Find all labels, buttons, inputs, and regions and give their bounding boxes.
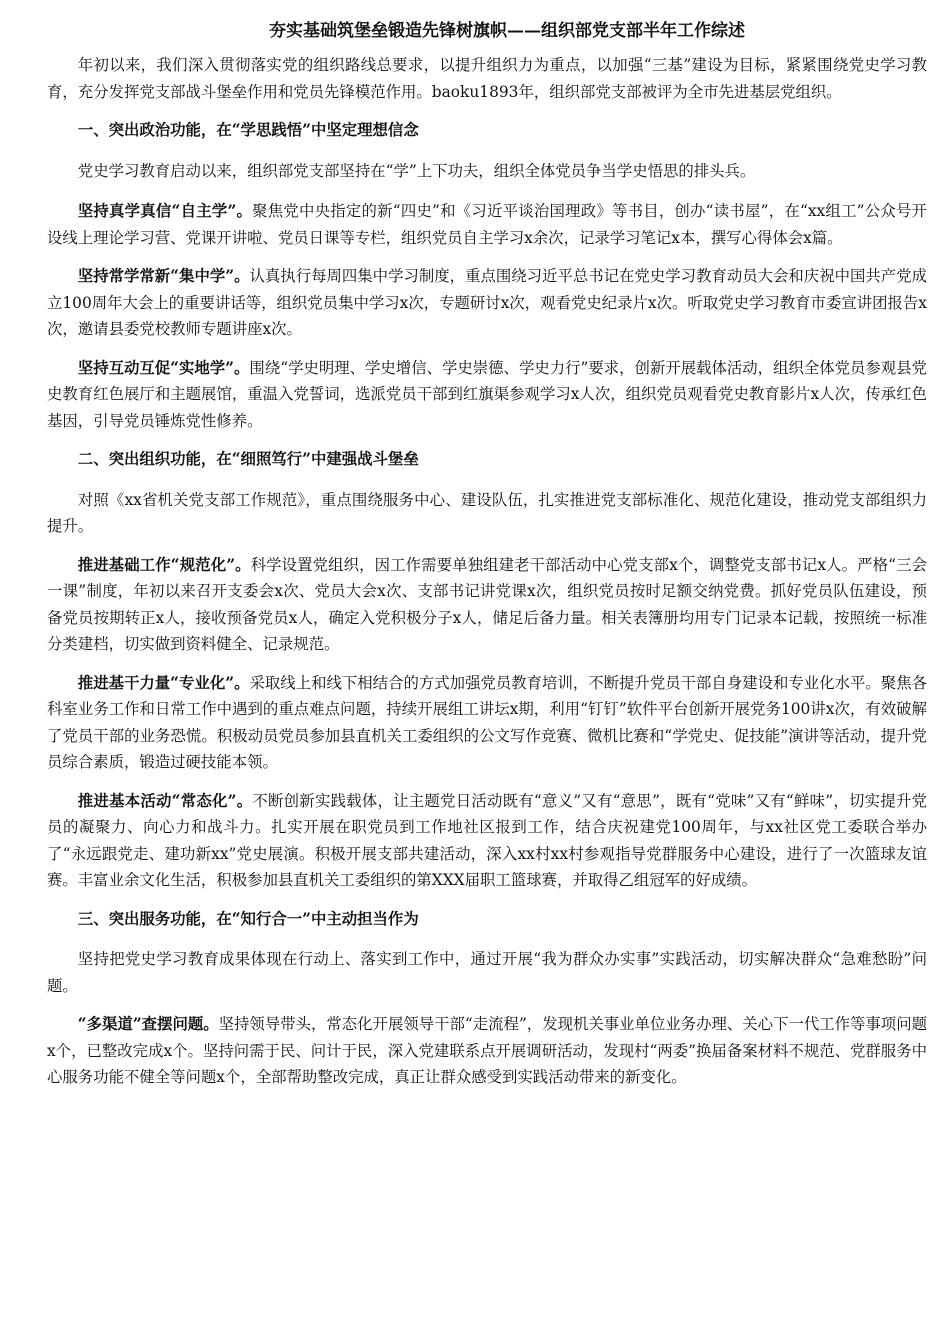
document-page xyxy=(47,18,927,1103)
item-lead: 坚持常学常新“集中学”。 xyxy=(77,267,250,285)
item-lead: 推进基础工作“规范化”。 xyxy=(77,555,251,574)
item-text: 认真执行每周四集中学习制度，重点围绕习近平总书记在党史学习教育动员大会和庆祝中国共产党成立100周年大会上的重要讲话等，组织党员集中学习x次，专题研讨x次，观看党史纪录片x次。听取党史学习教育市委宣讲团报告x次，邀请县委党校教师专题讲座x次。 xyxy=(47,267,927,338)
item-text: 科学设置党组织，因工作需要单独组建老干部活动中心党支部x个，调整党支部书记x人。严格“三会一课”制度，年初以来召开支委会x次、党员大会x次、支部书记讲党课x次，组织党员按时足额交纳党费。抓好党员队伍建设，预备党员按期转正x人，接收预备党员x人，确定入党积极分子x人，储足后备力量。相关表簿册均用专门记录本记载，按照统一标准分类建档，切实做到资料健全、记录规范。 xyxy=(47,555,927,653)
item-lead: “多渠道”查摆问题。 xyxy=(77,1015,219,1033)
item-text: 坚持领导带头，常态化开展领导干部“走流程”，发现机关事业单位业务办理、关心下一代工作等事项问题x个，已整改完成x个。坚持问需于民、问计于民，深入党建联系点开展调研活动，发现村“两委”换届备案材料不规范、党群服务中心服务功能不健全等问题x个，全部帮助整改完成，真正让群众感受到实践活动带来的新变化。 xyxy=(47,1015,927,1086)
section-2-item-3 xyxy=(47,788,927,894)
section-1-item-3 xyxy=(47,355,927,435)
item-lead: 推进基干力量“专业化”。 xyxy=(77,673,250,692)
section-3-item-1 xyxy=(47,1011,927,1091)
section-2-item-1 xyxy=(47,552,927,658)
section-3-summary: 坚持把党史学习教育成果体现在行动上、落实到工作中，通过开展“我为群众办实事”实践活动，切实解决群众“急难愁盼”问题。 xyxy=(47,950,927,995)
section-1-item-1 xyxy=(47,198,927,251)
section-1-item-2 xyxy=(47,263,927,343)
section-1-heading: 一、突出政治功能，在“学思践悟”中坚定理想信念 xyxy=(77,121,419,139)
item-text: 聚焦党中央指定的新“四史”和《习近平谈治国理政》等书目，创办“读书屋”，在“xx组工”公众号开设线上理论学习营、党课开讲啦、党员日课等专栏，组织党员自主学习x余次，记录学习笔记x本，撰写心得体会x篇。 xyxy=(47,202,927,247)
section-1-summary: 党史学习教育启动以来，组织部党支部坚持在“学”上下功夫，组织全体党员争当学史悟思的排头兵。 xyxy=(77,161,756,180)
section-2-item-2 xyxy=(47,670,927,776)
section-2-summary: 对照《xx省机关党支部工作规范》，重点围绕服务中心、建设队伍，扎实推进党支部标准化、规范化建设，推动党支部组织力提升。 xyxy=(47,490,927,535)
item-lead: 推进基本活动“常态化”。 xyxy=(77,791,253,810)
item-text: 围绕“学史明理、学史增信、学史崇德、学史力行”要求，创新开展载体活动，组织全体党员参观县党史教育红色展厅和主题展馆，重温入党誓词，选派党员干部到红旗渠参观学习x人次，组织党员观看党史教育影片x人次，传承红色基因，引导党员锤炼党性修养。 xyxy=(47,358,927,430)
document-title: 夯实基础筑堡垒锻造先锋树旗帜——组织部党支部半年工作综述 xyxy=(269,21,745,41)
item-text: 不断创新实践载体，让主题党日活动既有“意义”又有“意思”，既有“党味”又有“鲜味”，切实提升党员的凝聚力、向心力和战斗力。扎实开展在职党员到工作地社区报到工作，结合庆祝建党100周年，与xx社区党工委联合举办了“永远跟党走、建功新xx”党史展演。积极开展支部共建活动，深入xx村xx村参观指导党群服务中心建设，进行了一次篮球友谊赛。丰富业余文化生活，积极参加县直机关工委组织的第XXX届职工篮球赛，并取得乙组冠军的好成绩。 xyxy=(47,791,927,889)
section-3-heading: 三、突出服务功能，在“知行合一”中主动担当作为 xyxy=(77,909,419,928)
section-2-heading: 二、突出组织功能，在“细照笃行”中建强战斗堡垒 xyxy=(77,450,419,468)
item-lead: 坚持真学真信“自主学”。 xyxy=(77,202,253,220)
intro-paragraph: 年初以来，我们深入贯彻落实党的组织路线总要求，以提升组织力为重点，以加强“三基”建设为目标，紧紧围绕党史学习教育，充分发挥党支部战斗堡垒作用和党员先锋模范作用。baoku1893年，组织部党支部被评为全市先进基层党组织。 xyxy=(47,56,927,101)
item-text: 采取线上和线下相结合的方式加强党员教育培训，不断提升党员干部自身建设和专业化水平。聚焦各科室业务工作和日常工作中遇到的重点难点问题，持续开展组工讲坛x期，利用“钉钉”软件平台创新开展党务100讲x次，有效破解了党员干部的业务恐慌。积极动员党员参加县直机关工委组织的公文写作竞赛、微机比赛和“学党史、促技能”演讲等活动，提升党员综合素质，锻造过硬技能本领。 xyxy=(47,673,927,771)
item-lead: 坚持互动互促“实地学”。 xyxy=(77,358,250,377)
